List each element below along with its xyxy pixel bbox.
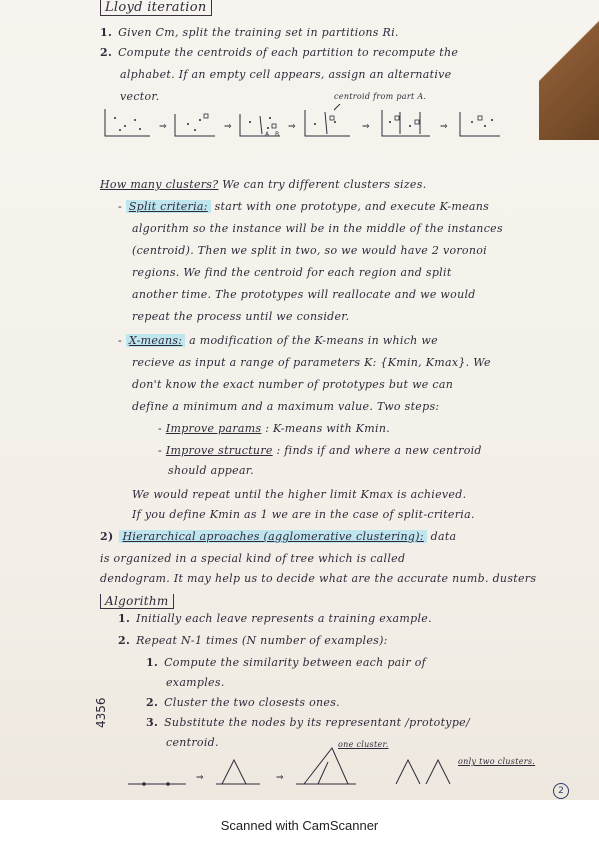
notebook-page: Lloyd iteration 1. Given Cm, split the training set in partitions Ri. 2. Compute the centroids of each partition to recompute the alphabet. If an empty cell appears, assign an alternative vector. centroid from part A. ⇒ ⇒ ⇒ ⇒ ⇒ A B How many clusters? We can try different clusters sizes. - Split criteria: start with one prototype, and execute K-means algorithm so the instance will be in the middle of the instances (centroid). Then we split in two, so we would have 2 voronoi regions. We find the centroid for each region and split another time. The prototypes will reallocate and we would repeat the process until we consider. - X-means: a modification of the K-means in which we recieve as input a range of parameters K: {Kmin, Kmax}. We don't know the exact number of prototypes but we can define a minimum and a maximum value. Two steps: - Improve params : K-means with Kmin. - Improve structure : finds if and where a new centroid should appear. We would repeat until the higher limit Kmax is achieved. If you define Kmin as 1 we are in the case of split-criteria. 2) Hierarchical aproaches (agglomerative clustering): data is organized in a special kind of tree which is called dendogram. It may help us to decide what are the accurate numb. dusters Algorithm 1. Initially each leave represents a training example. 2. Repeat N-1 times (N number of examples): 1. Compute the similarity between each pair of examples. 2. Cluster the two closests ones. 3. Substitute the nodes by its representant /prototype/ centroid. one cluster. only two clusters. ⇒ ⇒ 4356 2 <box>0 0 599 800</box>
lloyd-step-1: 1. Given Cm, split the training set in partitions Ri. <box>100 26 399 39</box>
svg-text:⇒: ⇒ <box>196 773 204 783</box>
algorithm-heading: Algorithm <box>100 594 174 609</box>
svg-text:⇒: ⇒ <box>276 773 284 783</box>
hierarchical-heading: 2) Hierarchical aproaches (agglomerative clustering): data <box>100 530 457 543</box>
label-a: A <box>265 131 270 138</box>
label-b: B <box>275 131 280 138</box>
side-page-number: 4356 <box>94 697 108 728</box>
improve-params: - Improve params : K-means with Kmin. <box>158 422 390 435</box>
dendogram-diagram <box>126 740 466 788</box>
lloyd-step-2-end: vector. <box>120 90 160 103</box>
camscanner-footer: Scanned with CamScanner <box>220 818 379 833</box>
svg-text:⇒: ⇒ <box>288 122 296 132</box>
algo-sub-3: 3. Substitute the nodes by its representant /prototype/ <box>146 716 470 729</box>
centroid-label: centroid from part A. <box>334 92 427 101</box>
improve-structure: - Improve structure : finds if and where a new centroid <box>158 444 482 457</box>
algo-step-1: 1. Initially each leave represents a training example. <box>118 612 432 625</box>
algo-sub-1: 1. Compute the similarity between each pair of <box>146 656 426 669</box>
lloyd-heading <box>100 0 212 16</box>
lloyd-step-2: 2. Compute the centroids of each partition to recompute the <box>100 46 459 59</box>
one-cluster-label: one cluster. <box>338 740 389 749</box>
algo-step-2: 2. Repeat N-1 times (N number of examples): <box>118 634 388 647</box>
page-number-badge: 2 <box>553 783 569 799</box>
only-two-clusters-label: only two clusters. <box>458 757 536 766</box>
svg-text:⇒: ⇒ <box>440 122 448 132</box>
clusters-question: How many clusters? We can try different clusters sizes. <box>100 178 427 191</box>
algo-sub-2: 2. Cluster the two closests ones. <box>146 696 340 709</box>
split-criteria-line: - Split criteria: start with one prototype, and execute K-means <box>118 200 490 213</box>
svg-text:⇒: ⇒ <box>224 122 232 132</box>
svg-text:⇒: ⇒ <box>362 122 370 132</box>
lloyd-iteration-diagram <box>100 104 550 144</box>
svg-text:⇒: ⇒ <box>159 122 167 132</box>
lloyd-title: Lloyd iteration <box>100 0 212 16</box>
lloyd-step-2-cont: alphabet. If an empty cell appears, assign an alternative <box>120 68 452 81</box>
xmeans-line: - X-means: a modification of the K-means in which we <box>118 334 438 347</box>
